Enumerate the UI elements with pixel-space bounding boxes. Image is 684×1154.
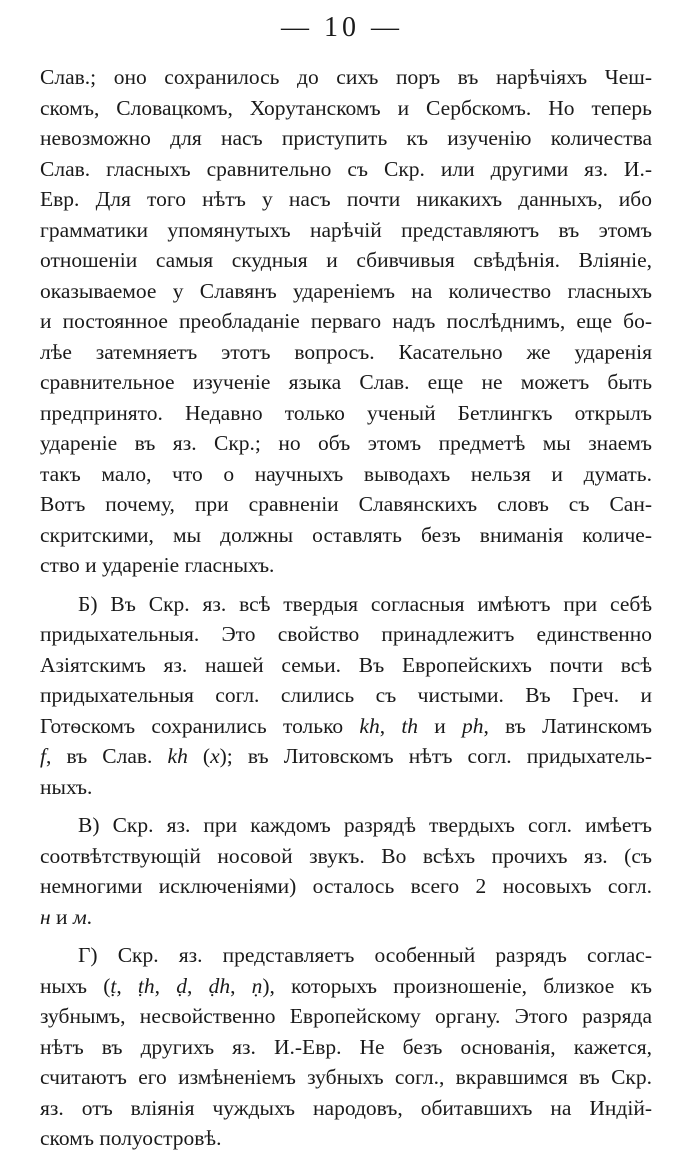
text-line: Г) Скр. яз. представляетъ особенный разрядъ соглас- <box>78 943 652 967</box>
text-line: нѣтъ въ другихъ яз. И.-Евр. Не безъ основанія, кажется, <box>40 1034 652 1059</box>
text-line: н и м. <box>40 904 93 929</box>
text-line: считаютъ его измѣненіемъ зубныхъ согл., вкравшимся въ Скр. <box>40 1065 652 1089</box>
text-line: отношеніи самыя скудныя и сбивчивыя свѣдѣнія. Вліяніе, <box>40 248 652 272</box>
text-line: зубнымъ, несвойственно Европейскому органу. Этого разряда <box>40 1004 652 1028</box>
italic-term: ph <box>462 713 484 738</box>
text-line: скомъ полуостровѣ. <box>40 1126 222 1150</box>
text-line: Евр. Для того нѣтъ у насъ почти никакихъ данныхъ, ибо <box>40 187 652 211</box>
text-line: Б) Въ Скр. яз. всѣ твердыя согласныя имѣютъ при себѣ <box>78 591 652 616</box>
text-line: В) Скр. яз. при каждомъ разрядѣ твердыхъ согл. имѣетъ <box>78 813 652 837</box>
paragraph <box>40 940 652 1154</box>
italic-term: м <box>72 904 87 929</box>
text-line: Готѳскомъ сохранились только kh, th и ph, въ Латинскомъ <box>40 713 653 738</box>
text-line: придыхательныя согл. слились съ чистыми. Въ Греч. и <box>40 683 652 707</box>
italic-term: x <box>210 744 220 768</box>
text-line: скомъ, Словацкомъ, Хорутанскомъ и Сербскомъ. Но теперь <box>40 95 652 120</box>
italic-term: ṭ <box>110 973 117 998</box>
italic-term: f <box>40 744 46 768</box>
italic-term: н <box>40 904 51 929</box>
text-line: грамматики упомянутыхъ нарѣчій представляютъ въ этомъ <box>40 217 652 242</box>
text-line: скритскими, мы должны оставлять безъ вниманія количе- <box>40 522 652 547</box>
text-line: такъ мало, что о научныхъ выводахъ нельзя и думать. <box>40 461 652 486</box>
text-line: предпринято. Недавно только ученый Бетлингкъ открылъ <box>40 400 652 425</box>
text-line: соотвѣтствующій носовой звукъ. Во всѣхъ прочихъ яз. (съ <box>40 843 652 868</box>
paragraph <box>40 589 652 803</box>
text-line: лѣе затемняетъ этотъ вопросъ. Касательно же ударенія <box>40 339 652 364</box>
italic-term: kh <box>167 744 188 768</box>
italic-term: ṭh <box>137 973 155 998</box>
text-line: удареніе въ яз. Скр.; но объ этомъ предметѣ мы знаемъ <box>40 431 652 455</box>
page-number: — 10 — <box>281 12 403 43</box>
text-line: придыхательныя. Это свойство принадлежитъ единственно <box>40 622 652 646</box>
text-line: и постоянное преобладаніе перваго надъ послѣднимъ, еще бо- <box>40 309 652 333</box>
text-line: немногими исключеніями) осталось всего 2 носовыхъ согл. <box>40 874 652 898</box>
italic-term: ḍ <box>176 973 187 998</box>
text-line: Слав.; оно сохранилось до сихъ поръ въ нарѣчіяхъ Чеш- <box>40 65 652 89</box>
text-line: сравнительное изученіе языка Слав. еще не можетъ быть <box>40 370 652 394</box>
text-line: оказываемое у Славянъ удареніемъ на количество гласныхъ <box>40 278 652 303</box>
text-line: f, въ Слав. kh (x); въ Литовскомъ нѣтъ согл. придыхатель- <box>40 744 652 768</box>
text-line: невозможно для насъ приступить къ изученію количества <box>40 126 652 150</box>
text-line: Азіятскимъ яз. нашей семьи. Въ Европейскихъ почти всѣ <box>40 652 652 677</box>
paragraph <box>40 62 652 581</box>
text-line: ныхъ. <box>40 774 93 799</box>
paragraph <box>40 810 652 932</box>
italic-term: kh <box>359 713 380 738</box>
text-line: Слав. гласныхъ сравнительно съ Скр. или другими яз. И.- <box>40 156 652 181</box>
text-line: яз. отъ вліянія чуждыхъ народовъ, обитавшихъ на Индій- <box>40 1095 652 1120</box>
italic-term: ṇ <box>251 973 263 998</box>
text-line: ныхъ (ṭ, ṭh, ḍ, ḍh, ṇ), которыхъ произношеніе, близкое къ <box>40 973 653 998</box>
body-text <box>40 62 652 1154</box>
text-line: Вотъ почему, при сравненіи Славянскихъ словъ съ Сан- <box>40 492 652 516</box>
italic-term: ḍh <box>208 973 231 998</box>
italic-term: th <box>401 713 419 738</box>
text-line: ство и удареніе гласныхъ. <box>40 553 275 577</box>
